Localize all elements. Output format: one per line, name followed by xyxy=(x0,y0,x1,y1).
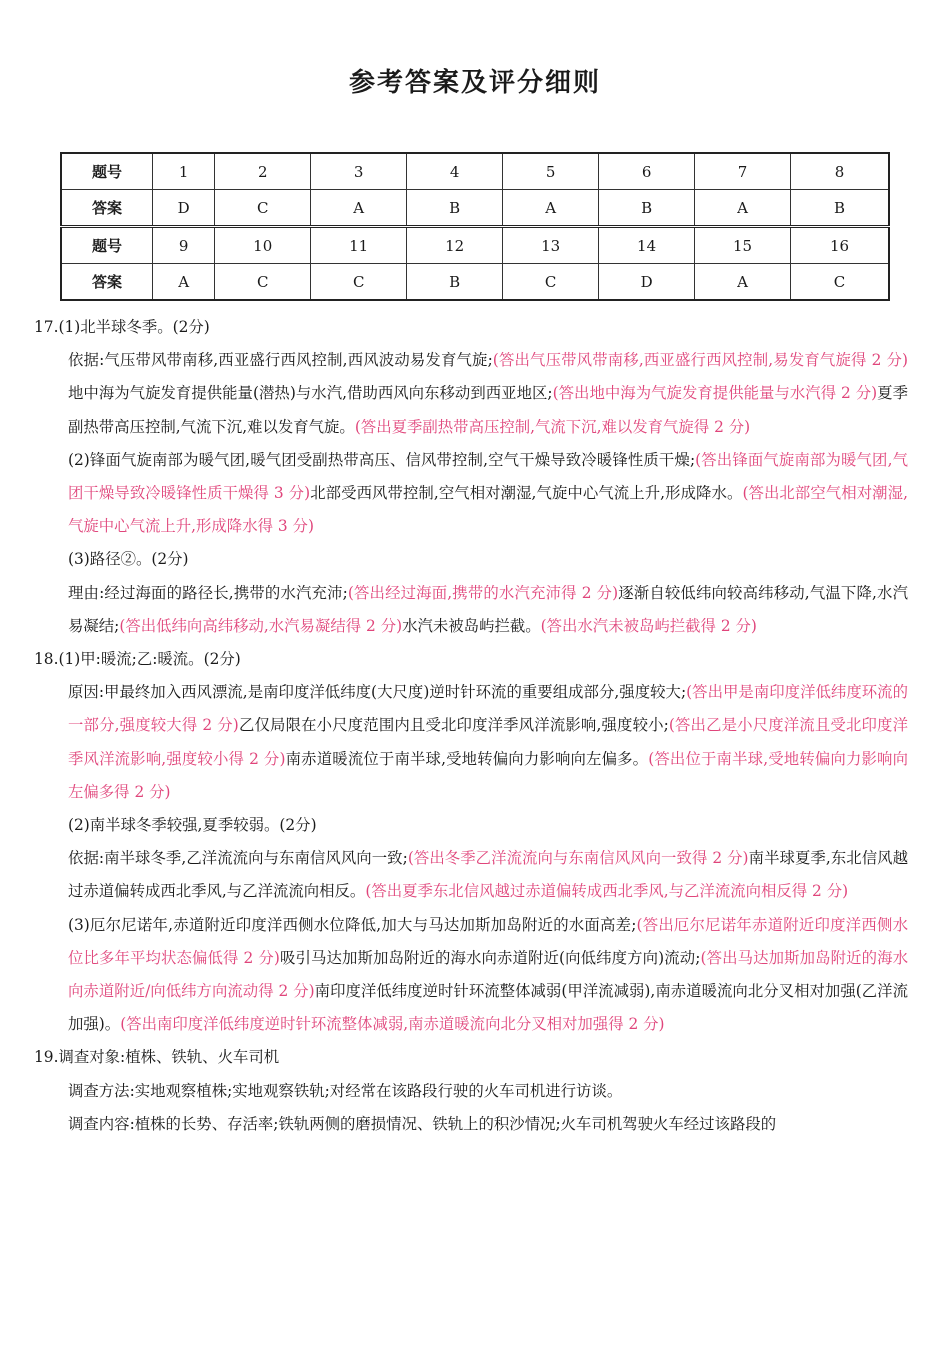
row-label: 答案 xyxy=(61,190,153,227)
table-cell: 8 xyxy=(791,153,889,190)
table-cell: C xyxy=(215,264,311,301)
table-cell: A xyxy=(695,190,791,227)
scoring-note: (答出冬季乙洋流流向与东南信风风向一致得 2 分) xyxy=(407,849,749,868)
scoring-note: (答出夏季副热带高压控制,气流下沉,难以发育气旋得 2 分) xyxy=(354,417,751,436)
scoring-note: (答出低纬向高纬移动,水汽易凝结得 2 分) xyxy=(119,616,403,635)
table-cell: 12 xyxy=(407,227,503,264)
table-cell: 15 xyxy=(695,227,791,264)
table-cell: C xyxy=(791,264,889,301)
table-row xyxy=(61,190,889,227)
q19-subjects: 19.调查对象:植株、铁轨、火车司机 xyxy=(34,1048,280,1067)
row-label: 题号 xyxy=(61,153,153,190)
table-row xyxy=(61,153,889,190)
table-cell: C xyxy=(215,190,311,227)
table-cell: A xyxy=(503,190,599,227)
table-cell: 2 xyxy=(215,153,311,190)
q18-part1: 18.(1)甲:暖流;乙:暖流。(2分) xyxy=(34,650,241,669)
table-cell: 14 xyxy=(599,227,695,264)
table-cell: B xyxy=(407,264,503,301)
q19-methods: 调查方法:实地观察植株;实地观察铁轨;对经常在该路段行驶的火车司机进行访谈。 xyxy=(68,1081,623,1100)
page-title: 参考答案及评分细则 xyxy=(348,68,601,98)
table-cell: 4 xyxy=(407,153,503,190)
q18-reason: 原因:甲最终加入西风漂流,是南印度洋低纬度(大尺度)逆时针环流的重要组成部分,强度较大;(答出甲是南印度洋低纬度环流的一部分,强度较大得 2 分)乙仅局限在小尺度范围内且受北印度洋季风洋流影响,强度较小;(答出乙是小尺度洋流且受北印度洋季风洋流影响,强度较小得 2 分)南赤道暖流位于南半球,受地转偏向力影响向左偏多。(答出位于南半球,受地转偏向力影响向左偏多得 2 分) xyxy=(68,683,908,801)
q18-basis: 依据:南半球冬季,乙洋流流向与东南信风风向一致;(答出冬季乙洋流流向与东南信风风向一致得 2 分)南半球夏季,东北信风越过赤道偏转成西北季风,与乙洋流流向相反。(答出夏季东北信风越过赤道偏转成西北季风,与乙洋流流向相反得 2 分) xyxy=(68,849,909,901)
table-cell: 11 xyxy=(311,227,407,264)
row-label: 答案 xyxy=(61,264,153,301)
scoring-note: (答出乙是小尺度洋流且受北印度洋季风洋流影响,强度较小得 2 分) xyxy=(68,716,908,768)
scoring-note: (答出锋面气旋南部为暖气团,气团干燥导致冷暖锋性质干燥得 3 分) xyxy=(68,450,908,503)
table-cell: 5 xyxy=(503,153,599,190)
q19-contents: 调查内容:植株的长势、存活率;铁轨两侧的磨损情况、铁轨上的积沙情况;火车司机驾驶火车经过该路段的 xyxy=(68,1114,777,1133)
scoring-note: (答出夏季东北信风越过赤道偏转成西北季风,与乙洋流流向相反得 2 分) xyxy=(365,882,849,901)
q17-part1: 17.(1)北半球冬季。(2分) xyxy=(34,318,210,336)
table-cell: A xyxy=(695,264,791,301)
scoring-note: (答出地中海为气旋发育提供能量与水汽得 2 分) xyxy=(552,384,878,403)
table-cell: 7 xyxy=(695,153,791,190)
table-cell: 13 xyxy=(503,227,599,264)
table-cell: A xyxy=(311,190,407,227)
scoring-note: (答出气压带风带南移,西亚盛行西风控制,易发育气旋得 2 分) xyxy=(492,351,908,370)
answer-table xyxy=(60,152,890,301)
q17-basis: 依据:气压带风带南移,西亚盛行西风控制,西风波动易发育气旋;(答出气压带风带南移,西亚盛行西风控制,易发育气旋得 2 分)地中海为气旋发育提供能量(潜热)与水汽,借助西风向东移动到西亚地区;(答出地中海为气旋发育提供能量与水汽得 2 分)夏季副热带高压控制,气流下沉,难以发育气旋。(答出夏季副热带高压控制,气流下沉,难以发育气旋得 2 分) xyxy=(68,351,908,436)
table-row xyxy=(61,227,889,264)
scoring-note: (答出位于南半球,受地转偏向力影响向左偏多得 2 分) xyxy=(68,749,908,801)
table-cell: 6 xyxy=(599,153,695,190)
scoring-note: (答出甲是南印度洋低纬度环流的一部分,强度较大得 2 分) xyxy=(68,683,908,735)
scoring-note: (答出经过海面,携带的水汽充沛得 2 分) xyxy=(347,583,619,602)
table-cell: B xyxy=(791,190,889,227)
q17-part2: (2)锋面气旋南部为暖气团,暖气团受副热带高压、信风带控制,空气干燥导致冷暖锋性质干燥;(答出锋面气旋南部为暖气团,气团干燥导致冷暖锋性质干燥得 3 分)北部受西风带控制,空气相对潮湿,气旋中心气流上升,形成降水。(答出北部空气相对潮湿,气旋中心气流上升,形成降水得 3 分) xyxy=(68,450,908,536)
table-cell: D xyxy=(599,264,695,301)
scoring-note: (答出南印度洋低纬度逆时针环流整体减弱,南赤道暖流向北分叉相对加强得 2 分) xyxy=(120,1015,665,1034)
row-label: 题号 xyxy=(61,227,153,264)
scoring-note: (答出水汽未被岛屿拦截得 2 分) xyxy=(540,616,757,635)
table-cell: 16 xyxy=(791,227,889,264)
q17-reason: 理由:经过海面的路径长,携带的水汽充沛;(答出经过海面,携带的水汽充沛得 2 分)逐渐自较低纬向较高纬移动,气温下降,水汽易凝结;(答出低纬向高纬移动,水汽易凝结得 2 分)水汽未被岛屿拦截。(答出水汽未被岛屿拦截得 2 分) xyxy=(68,583,908,635)
table-cell: 9 xyxy=(153,227,215,264)
q18-part3: (3)厄尔尼诺年,赤道附近印度洋西侧水位降低,加大与马达加斯加岛附近的水面高差;(答出厄尔尼诺年赤道附近印度洋西侧水位比多年平均状态偏低得 2 分)吸引马达加斯加岛附近的海水向赤道附近(向低纬度方向)流动;(答出马达加斯加岛附近的海水向赤道附近/向低纬方向流动得 2 分)南印度洋低纬度逆时针环流整体减弱(甲洋流减弱),南赤道暖流向北分叉相对加强(乙洋流加强)。(答出南印度洋低纬度逆时针环流整体减弱,南赤道暖流向北分叉相对加强得 2 分) xyxy=(68,915,908,1034)
table-cell: C xyxy=(311,264,407,301)
scoring-note: (答出北部空气相对潮湿,气旋中心气流上升,形成降水得 3 分) xyxy=(68,484,908,536)
answer-content xyxy=(34,311,908,1141)
table-cell: A xyxy=(153,264,215,301)
table-cell: B xyxy=(407,190,503,227)
table-cell: 3 xyxy=(311,153,407,190)
table-cell: B xyxy=(599,190,695,227)
q17-part3: (3)路径②。(2分) xyxy=(68,550,189,569)
scoring-note: (答出马达加斯加岛附近的海水向赤道附近/向低纬方向流动得 2 分) xyxy=(68,948,908,1001)
q18-part2: (2)南半球冬季较强,夏季较弱。(2分) xyxy=(68,816,317,835)
table-cell: C xyxy=(503,264,599,301)
table-cell: D xyxy=(153,190,215,227)
table-row xyxy=(61,264,889,301)
table-cell: 1 xyxy=(153,153,215,190)
table-cell: 10 xyxy=(215,227,311,264)
scoring-note: (答出厄尔尼诺年赤道附近印度洋西侧水位比多年平均状态偏低得 2 分) xyxy=(68,915,908,967)
